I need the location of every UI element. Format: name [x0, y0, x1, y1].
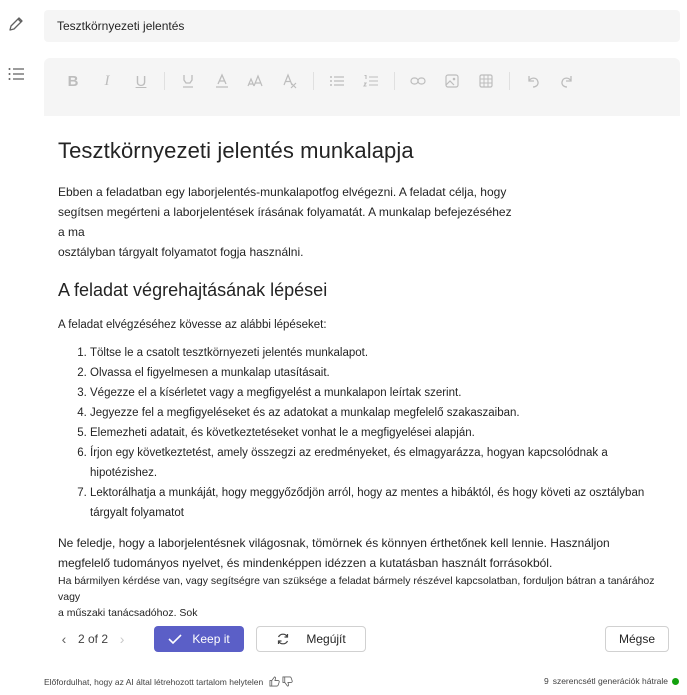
italic-icon[interactable]: I: [104, 72, 110, 89]
numbered-list-icon[interactable]: [354, 66, 388, 96]
remaining-count: 9: [543, 676, 549, 686]
steps-list: [58, 343, 666, 523]
font-size-icon[interactable]: [239, 66, 273, 96]
redo-icon[interactable]: [550, 66, 584, 96]
ai-disclaimer: [44, 676, 293, 687]
outline-list-icon[interactable]: [6, 64, 26, 84]
checkmark-icon: [168, 633, 182, 645]
remaining-generations: [544, 676, 679, 686]
intro-paragraph: [58, 182, 518, 262]
status-indicator: [672, 678, 679, 685]
title-input-value: Tesztkörnyezeti jelentés: [57, 19, 185, 33]
left-rail: [0, 0, 40, 695]
regenerate-button-label: Megújít: [306, 632, 346, 646]
underline-icon[interactable]: U: [135, 72, 147, 90]
list-item: 2. Olvassa el figyelmesen a munkalap utasításait.: [90, 363, 666, 383]
list-item: 1. Töltse le a csatolt tesztkörnyezeti jelentés munkalapot.: [90, 343, 666, 363]
list-item: 3. Végezze el a kísérletet vagy a megfigyelést a munkalapon leírtak szerint.: [90, 383, 666, 403]
closing-line: Ne feledje, hogy a laborjelentésnek világosnak, tömörnek és könnyen érthetőnek kell lennie. Használjon: [58, 536, 610, 550]
refresh-icon: [276, 632, 290, 646]
bullet-list-icon[interactable]: [320, 66, 354, 96]
cancel-button[interactable]: [605, 626, 669, 652]
help-line: a műszaki tanácsadóhoz. Sok: [58, 607, 198, 619]
remaining-label: szerencsétl generációk hátrale: [552, 676, 668, 686]
chevron-right-icon[interactable]: ›: [119, 631, 125, 647]
toolbar-divider: [394, 72, 395, 90]
list-item: 4. Jegyezze fel a megfigyeléseket és az adatokat a munkalap megfelelő szakaszaiban.: [90, 403, 666, 423]
keep-button-label: Keep it: [192, 632, 230, 646]
font-color-icon[interactable]: [205, 66, 239, 96]
intro-line: osztályban tárgyalt folyamatot fogja használni.: [58, 245, 304, 259]
thumbs-down-icon[interactable]: [282, 676, 293, 687]
pencil-icon[interactable]: [6, 14, 26, 34]
list-item: 5. Elemezheti adatait, és következtetéseket vonhat le a megfigyelései alapján.: [90, 423, 666, 443]
intro-line: Ebben a feladatban egy laborjelentés-munkalapotfog elvégezni. A feladat célja, hogy: [58, 185, 507, 199]
highlight-icon[interactable]: [171, 66, 205, 96]
table-icon[interactable]: [469, 66, 503, 96]
format-toolbar: [44, 58, 680, 104]
undo-icon[interactable]: [516, 66, 550, 96]
pager-label: 2 of 2: [78, 632, 109, 646]
closing-line: megfelelő tudományos nyelvet, és mindenképpen idézzen a kutatásban használt forrásokból.: [58, 556, 553, 570]
toolbar-divider: [164, 72, 165, 90]
keep-button[interactable]: [154, 626, 244, 652]
list-item: 7. Lektorálhatja a munkáját, hogy meggyőződjön arról, hogy az mentes a hibáktól, és hogy követi az osztályban tárgyalt folyamatot: [90, 483, 666, 523]
closing-paragraph: [58, 533, 666, 573]
help-line: Ha bármilyen kérdése van, vagy segítségre van szüksége a feladat bármely részével kapcsolatban, forduljon bátran a tanárához vagy: [58, 575, 655, 603]
intro-line: segítsen megérteni a laborjelentések írásának folyamatát. A munkalap befejezéséhez a ma: [58, 205, 512, 239]
document-body[interactable]: [44, 116, 680, 668]
suggestion-footer: [44, 614, 680, 664]
thumbs-up-icon[interactable]: [269, 676, 280, 687]
section-heading: A feladat végrehajtásának lépései: [58, 280, 328, 300]
title-input[interactable]: [44, 10, 680, 42]
link-icon[interactable]: [401, 66, 435, 96]
image-icon[interactable]: [435, 66, 469, 96]
clear-format-icon[interactable]: [273, 66, 307, 96]
feedback-icons: [269, 676, 293, 687]
document-title: Tesztkörnyezeti jelentés munkalapja: [58, 138, 414, 163]
list-item: 6. Írjon egy következtetést, amely összegzi az eredményeket, és elmagyarázza, hogyan kapcsolódnak a hipotézishez.: [90, 443, 666, 483]
disclaimer-text: Előfordulhat, hogy az AI által létrehozott tartalom helytelen: [44, 676, 264, 687]
steps-intro: A feladat elvégzéséhez kövesse az alábbi lépéseket:: [58, 319, 327, 331]
bold-icon[interactable]: B: [67, 72, 79, 90]
editor-panel: [44, 58, 680, 664]
toolbar-divider: [313, 72, 314, 90]
pager: [56, 631, 130, 647]
toolbar-divider: [509, 72, 510, 90]
cancel-button-label: Mégse: [618, 632, 656, 646]
chevron-left-icon[interactable]: ‹: [61, 631, 67, 647]
regenerate-button[interactable]: [256, 626, 366, 652]
